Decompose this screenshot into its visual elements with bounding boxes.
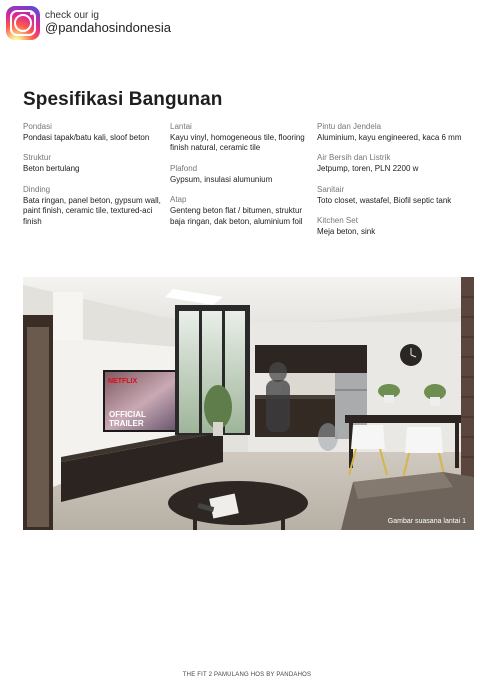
spec-label: Struktur xyxy=(23,153,52,163)
spec-value: Jetpump, toren, PLN 2200 w xyxy=(317,164,419,174)
spec-label: Sanitair xyxy=(317,184,345,194)
spec-atap xyxy=(170,195,312,227)
tv-netflix-logo: NETFLIX xyxy=(108,378,138,385)
spec-lantai xyxy=(170,122,312,154)
spec-value: Toto closet, wastafel, Biofil septic tank xyxy=(317,195,452,205)
spec-label: Lantai xyxy=(170,122,192,131)
ig-handle[interactable]: @pandahosindonesia xyxy=(45,20,171,36)
spec-value: Kayu vinyl, homogeneous tile, flooring finish natural, ceramic tile xyxy=(170,133,305,153)
ig-prefix: check our ig xyxy=(45,9,99,21)
spec-label: Plafond xyxy=(170,163,198,173)
spec-value: Meja beton, sink xyxy=(317,227,376,237)
spec-value: Beton bertulang xyxy=(23,164,80,174)
spec-column-2 xyxy=(170,122,312,237)
instagram-icon[interactable] xyxy=(6,6,40,40)
page-title: Spesifikasi Bangunan xyxy=(23,89,223,110)
footer: THE FIT 2 PAMULANG HOS BY PANDAHOS xyxy=(182,672,312,678)
header-text xyxy=(45,10,171,36)
spec-air-listrik xyxy=(317,153,467,174)
spec-label: Pondasi xyxy=(23,122,52,131)
photo-caption: Gambar suasana lantai 1 xyxy=(387,518,466,525)
spec-column-3 xyxy=(317,122,467,248)
tv-line-1: OFFICIAL xyxy=(109,410,146,419)
spec-label: Pintu dan Jendela xyxy=(317,122,382,131)
spec-pintu-jendela xyxy=(317,122,467,143)
spec-struktur xyxy=(23,153,165,174)
spec-value: Genteng beton flat / bitumen, struktur baja ringan, dak beton, aluminium foil xyxy=(170,206,303,226)
spec-dinding xyxy=(23,185,165,227)
spec-label: Dinding xyxy=(23,184,51,194)
spec-value: Bata ringan, panel beton, gypsum wall, paint finish, ceramic tile, textured-aci finish xyxy=(23,195,161,226)
header xyxy=(6,5,171,41)
spec-label: Kitchen Set xyxy=(317,216,358,226)
spec-value: Aluminium, kayu engineered, kaca 6 mm xyxy=(317,133,462,142)
interior-photo xyxy=(23,277,474,530)
spec-plafond xyxy=(170,164,312,185)
tv-line-2: TRAILER xyxy=(109,419,144,428)
spec-kitchen-set xyxy=(317,216,467,237)
spec-value: Gypsum, insulasi alumunium xyxy=(170,174,273,184)
spec-label: Atap xyxy=(170,195,187,205)
spec-pondasi xyxy=(23,122,165,143)
spec-sanitair xyxy=(317,185,467,206)
spec-label: Air Bersih dan Listrik xyxy=(317,153,391,163)
spec-column-1 xyxy=(23,122,165,237)
spec-value: Pondasi tapak/batu kali, sloof beton xyxy=(23,133,150,142)
